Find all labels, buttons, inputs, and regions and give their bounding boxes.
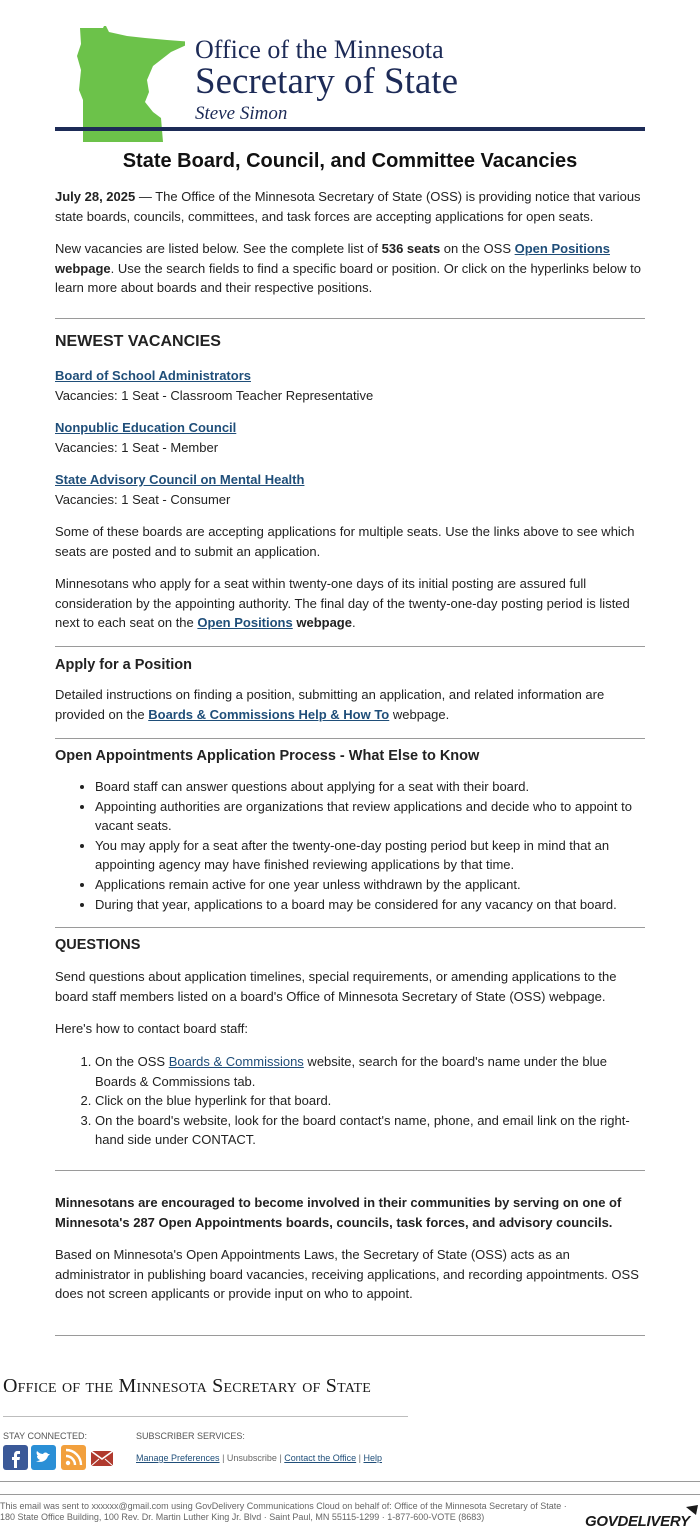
open-positions-link[interactable]: Open Positions [514, 241, 610, 256]
rss-icon[interactable] [61, 1445, 86, 1470]
intro-paragraph [55, 187, 645, 226]
questions-text: Send questions about application timelines, special requirements, or amending applications to the board staff members listed on a board's Office of Minnesota Secretary of State (OSS) webpage. [55, 969, 617, 1004]
nv-text-1: New vacancies are listed below. See the complete list of [55, 241, 382, 256]
footer-brand: Office of the Minnesota Secretary of State [3, 1375, 371, 1397]
list-item: 2. Click on the blue hyperlink for that board. [95, 1091, 645, 1111]
multiple-seats-paragraph [55, 522, 645, 561]
separator: | [356, 1453, 364, 1463]
full-consideration-paragraph [55, 574, 645, 633]
header-divider [55, 127, 645, 131]
full-text: Minnesotans who apply for a seat within twenty-one days of its initial posting are assured full consideration by the appointing authority. The final day of the twenty-one-day posting period is listed next to each seat on the [55, 576, 630, 631]
list-item: • During that year, applications to a board may be considered for any vacancy on that board. [95, 895, 645, 915]
manage-preferences-link[interactable]: Manage Preferences [136, 1453, 220, 1463]
full-webpage: webpage [292, 615, 352, 631]
divider [55, 1170, 645, 1171]
vacancy-detail: Vacancies: 1 Seat - Consumer [55, 491, 231, 507]
twitter-icon[interactable] [31, 1445, 56, 1470]
nv-text-2: on the OSS [440, 241, 515, 256]
closing-paragraph [55, 1245, 645, 1304]
closing-bold-text: Minnesotans are encouraged to become involved in their communities by serving on one of Minnesota's 287 Open Appointments boards, councils, task forces, and advisory councils. [55, 1195, 622, 1230]
govdelivery-logo[interactable]: GOVDELIVERY [585, 1513, 690, 1530]
full-end: . [351, 615, 356, 631]
contact-intro-text: Here's how to contact board staff: [55, 1021, 249, 1036]
separator: | [276, 1453, 285, 1463]
nv-webpage: webpage [55, 260, 111, 276]
vacancy-item [55, 366, 645, 405]
seats-count: 536 seats [381, 241, 441, 256]
footer-divider [0, 1494, 700, 1495]
contact-office-link[interactable]: Contact the Office [284, 1453, 357, 1463]
apply-text-1: Detailed instructions on finding a position, submitting an application, and related information are provided on the [55, 687, 605, 722]
apply-heading: Apply for a Position [55, 657, 192, 673]
sent-info: This email was sent to xxxxxx@gmail.com using GovDelivery Communications Cloud on behalf of: Office of the Minnesota Secretary of State · 180 State Office Building, 100 Rev. Dr. Martin Luther King Jr. Blvd · Saint Paul, MN 55115-1299 · 1-877-600-VOTE (8683) [0, 1501, 567, 1522]
intro-text: — The Office of the Minnesota Secretary of State (OSS) is providing notice that various state boards, councils, committees, and task forces are accepting applications for open seats. [55, 189, 641, 224]
step1-text-b: website, search for the board's name under the blue Boards & Commissions tab. [95, 1054, 607, 1089]
separator: | [219, 1453, 227, 1463]
facebook-icon[interactable] [3, 1445, 28, 1470]
divider [55, 1335, 645, 1336]
apply-paragraph [55, 685, 645, 724]
help-how-to-link[interactable]: Boards & Commissions Help & How To [148, 706, 390, 722]
minnesota-state-logo [75, 26, 185, 142]
vacancy-link-nonpublic-education[interactable]: Nonpublic Education Council [55, 420, 237, 435]
intro-date: July 28, 2025 [55, 189, 136, 204]
process-list [55, 777, 645, 914]
vacancy-detail: Vacancies: 1 Seat - Member [55, 439, 219, 455]
page-title: State Board, Council, and Committee Vacancies [122, 150, 578, 172]
contact-steps [55, 1052, 645, 1150]
email-icon[interactable] [89, 1445, 114, 1470]
envelope-icon [685, 1503, 699, 1521]
process-heading: Open Appointments Application Process - What Else to Know [55, 748, 480, 764]
vacancy-item [55, 418, 645, 457]
divider [55, 646, 645, 647]
help-link[interactable]: Help [363, 1453, 383, 1463]
vacancy-detail: Vacancies: 1 Seat - Classroom Teacher Representative [55, 387, 374, 403]
vacancy-link-school-administrators[interactable]: Board of School Administrators [55, 368, 251, 383]
list-item: • Applications remain active for one year unless withdrawn by the applicant. [95, 875, 645, 895]
apply-text-2: webpage. [389, 706, 450, 722]
list-item: 3. On the board's website, look for the board contact's name, phone, and email link on the right-hand side under CONTACT. [95, 1111, 645, 1150]
list-item: • You may apply for a seat after the twenty-one-day posting period but keep in mind that an appointing agency may have finished reviewing applications by that time. [95, 836, 645, 875]
newest-vacancies-heading: NEWEST VACANCIES [55, 333, 221, 350]
unsubscribe-text: Unsubscribe [226, 1453, 277, 1463]
footer-divider [3, 1416, 408, 1417]
closing-bold-paragraph [55, 1193, 645, 1232]
divider [55, 738, 645, 739]
questions-paragraph [55, 967, 645, 1006]
list-item [95, 1052, 645, 1091]
closing-text: Based on Minnesota's Open Appointments Laws, the Secretary of State (OSS) acts as an administrator in publishing board vacancies, receiving applications, and recording appointments. OSS does not screen applicants or provide input on who to appoint. [55, 1247, 639, 1302]
brand-line-office: Office of the Minnesota [195, 35, 444, 64]
contact-intro [55, 1019, 645, 1039]
multiple-seats-text: Some of these boards are accepting applications for multiple seats. Use the links above to see which seats are posted and to submit an application. [55, 524, 635, 559]
footer-divider [0, 1481, 700, 1482]
divider [55, 318, 645, 319]
boards-commissions-link[interactable]: Boards & Commissions [168, 1054, 304, 1069]
divider [55, 927, 645, 928]
vacancy-link-mental-health[interactable]: State Advisory Council on Mental Health [55, 472, 305, 487]
subscriber-services-label: SUBSCRIBER SERVICES: [136, 1431, 245, 1441]
open-positions-link-2[interactable]: Open Positions [197, 615, 293, 631]
new-vacancies-paragraph [55, 239, 645, 298]
brand-line-name: Steve Simon [195, 103, 288, 124]
subscriber-links [136, 1453, 382, 1463]
vacancy-item [55, 470, 645, 509]
brand-line-secretary: Secretary of State [195, 61, 458, 102]
stay-connected-label: STAY CONNECTED: [3, 1431, 88, 1441]
questions-heading: QUESTIONS [55, 937, 141, 953]
step1-text-a: On the OSS [95, 1054, 169, 1069]
list-item: • Appointing authorities are organizations that review applications and decide who to appoint to vacant seats. [95, 797, 645, 836]
header [55, 22, 645, 134]
list-item: • Board staff can answer questions about applying for a seat with their board. [95, 777, 645, 797]
nv-text-3: . Use the search fields to find a specific board or position. Or click on the hyperlinks below to learn more about boards and their respective positions. [55, 260, 641, 296]
